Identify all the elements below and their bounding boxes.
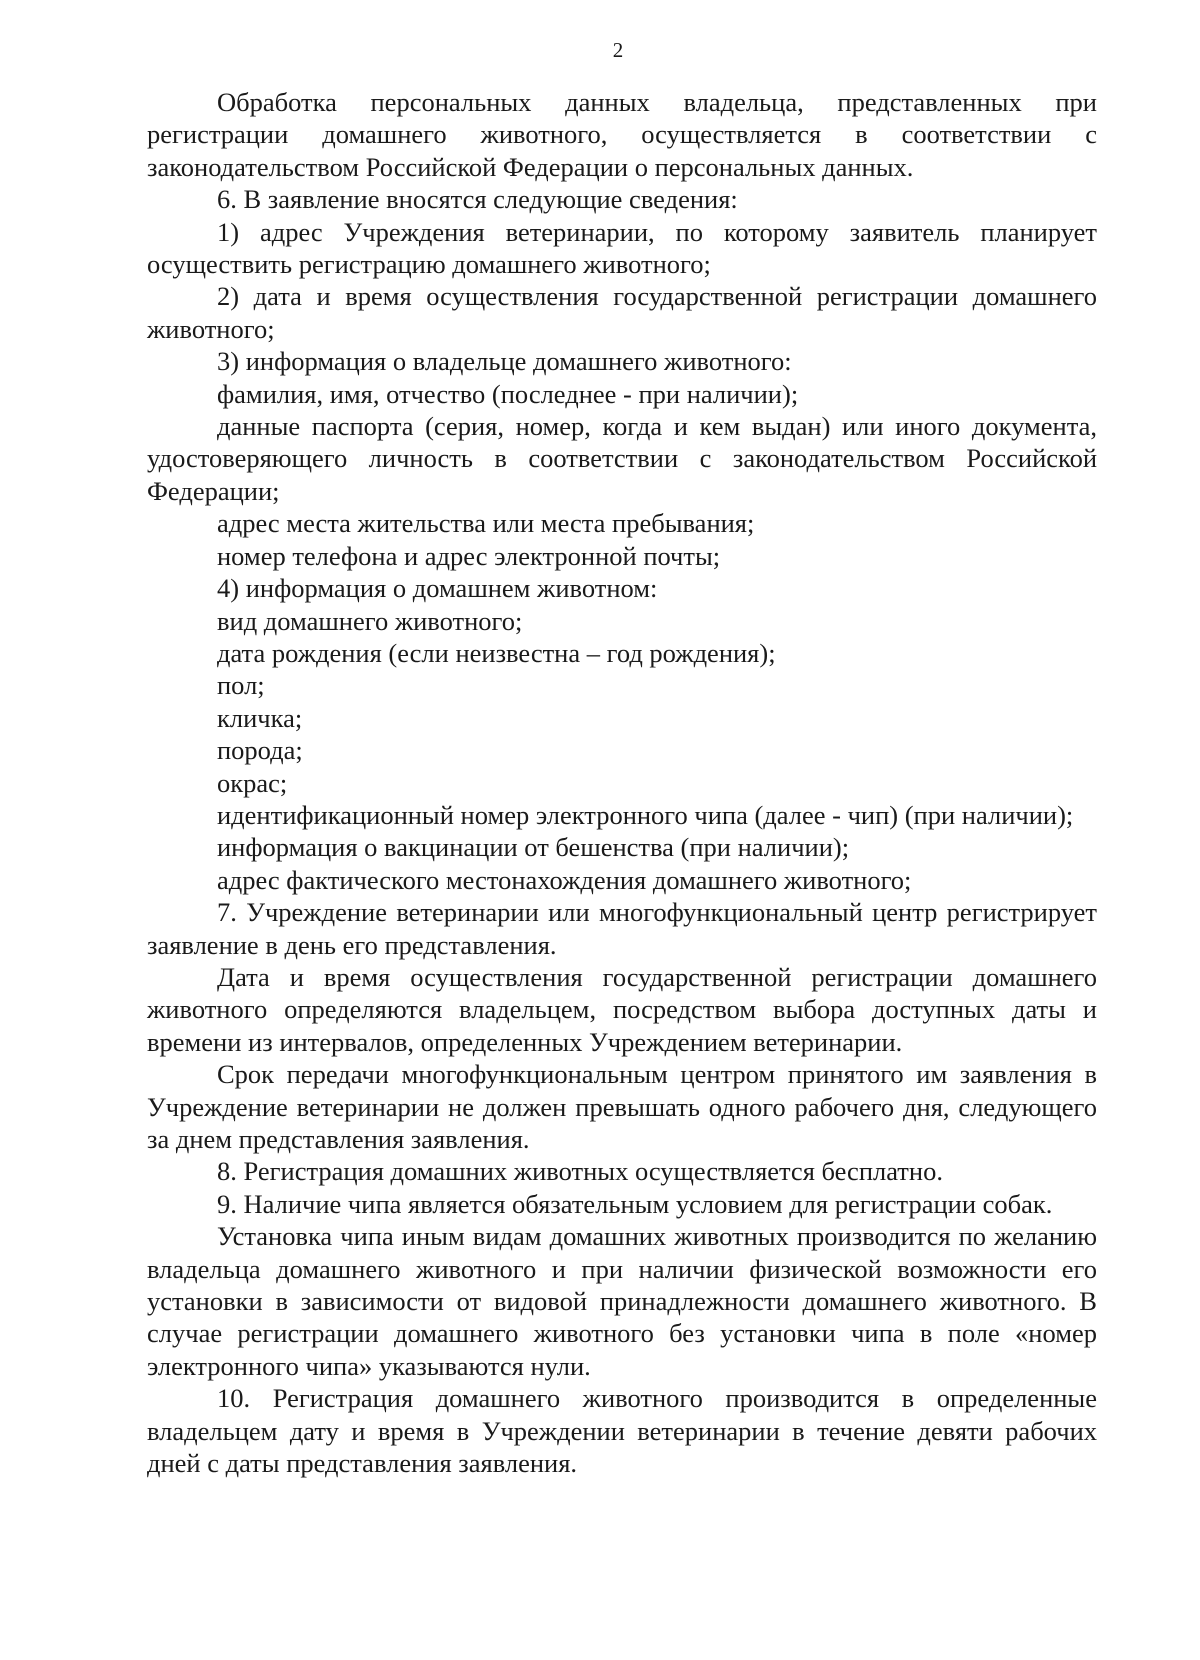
paragraph-animal-chip: идентификационный номер электронного чипа (далее - чип) (при наличии); bbox=[217, 799, 1074, 830]
paragraph-item-9: 9. Наличие чипа является обязательным условием для регистрации собак. bbox=[217, 1188, 1053, 1219]
paragraph-personal-data: Обработка персональных данных владельца, представленных при регистрации домашнего животного, осуществляется в соответствии с законодательством Российской Федерации о персональных данных. bbox=[147, 87, 1097, 182]
page-number: 2 bbox=[612, 38, 624, 62]
paragraph-animal-name: кличка; bbox=[217, 702, 303, 733]
paragraph-animal-location: адрес фактического местонахождения домашнего животного; bbox=[217, 864, 912, 895]
paragraph-owner-address: адрес места жительства или места пребывания; bbox=[217, 508, 755, 539]
paragraph-animal-sex: пол; bbox=[217, 670, 265, 701]
paragraph-item-7: 7. Учреждение ветеринарии или многофункциональный центр регистрирует заявление в день его представления. bbox=[147, 897, 1097, 960]
paragraph-animal-color: окрас; bbox=[217, 767, 288, 798]
paragraph-animal-birthdate: дата рождения (если неизвестна – год рождения); bbox=[217, 637, 776, 668]
paragraph-transfer-deadline: Срок передачи многофункциональным центром принятого им заявления в Учреждение ветеринарии не должен превышать одного рабочего дня, следующего за днем представления заявления. bbox=[147, 1059, 1097, 1154]
paragraph-animal-vaccination: информация о вакцинации от бешенства (при наличии); bbox=[217, 832, 850, 863]
paragraph-owner-passport: данные паспорта (серия, номер, когда и кем выдан) или иного документа, удостоверяющего личность в соответствии с законодательством Российской Федерации; bbox=[147, 411, 1097, 506]
paragraph-item-6-1: 1) адрес Учреждения ветеринарии, по которому заявитель планирует осуществить регистрацию домашнего животного; bbox=[147, 216, 1097, 280]
paragraph-item-10: 10. Регистрация домашнего животного производится в определенные владельцем дату и время в Учреждении ветеринарии в течение девяти рабочих дней с даты представления заявления. bbox=[147, 1383, 1097, 1479]
paragraph-animal-species: вид домашнего животного; bbox=[217, 605, 523, 636]
paragraph-registration-date: Дата и время осуществления государственной регистрации домашнего животного определяются владельцем, посредством выбора доступных даты и времени из интервалов, определенных Учреждением ветеринарии. bbox=[147, 961, 1097, 1057]
paragraph-item-6-3: 3) информация о владельце домашнего животного: bbox=[217, 346, 792, 377]
paragraph-owner-name: фамилия, имя, отчество (последнее - при наличии); bbox=[217, 378, 799, 409]
paragraph-item-8: 8. Регистрация домашних животных осуществляется бесплатно. bbox=[217, 1156, 943, 1187]
paragraph-item-6: 6. В заявление вносятся следующие сведения: bbox=[217, 184, 738, 215]
paragraph-item-6-4: 4) информация о домашнем животном: bbox=[217, 573, 658, 604]
paragraph-chip-installation: Установка чипа иным видам домашних животных производится по желанию владельца домашнего животного и при наличии физической возможности его установки в зависимости от видовой принадлежности домашнего животного. В случае регистрации домашнего животного без установки чипа в поле «номер электронного чипа» указываются нули. bbox=[147, 1221, 1097, 1381]
paragraph-item-6-2: 2) дата и время осуществления государственной регистрации домашнего животного; bbox=[147, 281, 1097, 344]
paragraph-owner-contacts: номер телефона и адрес электронной почты; bbox=[217, 540, 721, 571]
document-body bbox=[147, 86, 1097, 1479]
paragraph-animal-breed: порода; bbox=[217, 735, 303, 766]
